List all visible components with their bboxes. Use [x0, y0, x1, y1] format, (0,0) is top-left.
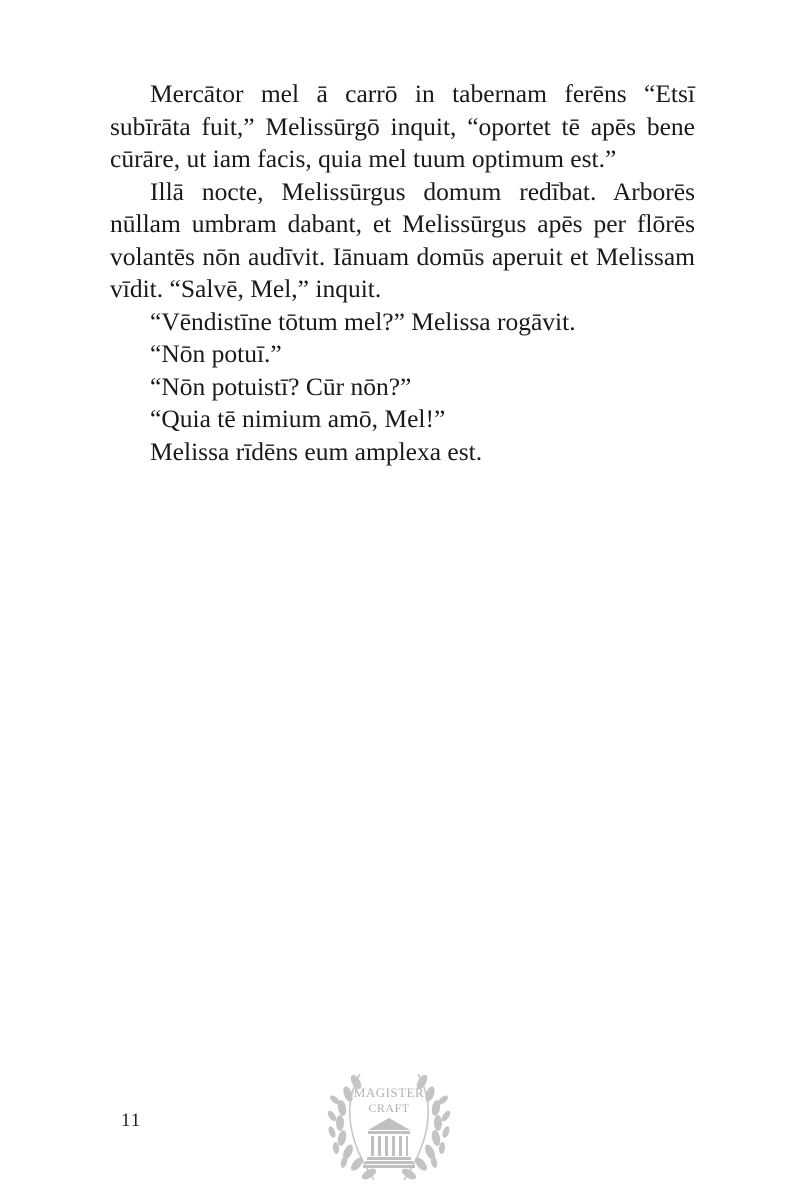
paragraph-1: Mercātor mel ā carrō in tabernam ferēns “Etsī subīrāta fuit,” Melissūrgō inquit, “oportet tē apēs bene cūrāre, ut iam facis, quia mel tuum optimum est.”: [110, 79, 695, 173]
paragraph-5: “Nōn potuistī? Cūr nōn?”: [150, 371, 412, 401]
laurel-wreath-temple-icon: [326, 1060, 452, 1190]
logo-text-line1: MAGISTER: [353, 1085, 425, 1100]
paragraph-3: “Vēndistīne tōtum mel?” Melissa rogāvit.: [150, 306, 576, 336]
logo-text-line2: CRAFT: [368, 1101, 410, 1115]
paragraph-2: Illā nocte, Melissūrgus domum redībat. Arborēs nūllam umbram dabant, et Melissūrgus apēs per flōrēs volantēs nōn audīvit. Iānuam domūs aperuit et Melissam vīdit. “Salvē, Mel,” inquit.: [110, 176, 695, 303]
page-number: 11: [121, 1110, 142, 1131]
magister-craft-logo: [326, 1060, 452, 1190]
paragraph-6: “Quia tē nimium amō, Mel!”: [150, 404, 446, 433]
story-text: [110, 78, 695, 468]
temple-icon: [363, 1118, 415, 1168]
paragraph-7: Melissa rīdēns eum amplexa est.: [150, 436, 483, 466]
paragraph-4: “Nōn potuī.”: [150, 339, 282, 368]
